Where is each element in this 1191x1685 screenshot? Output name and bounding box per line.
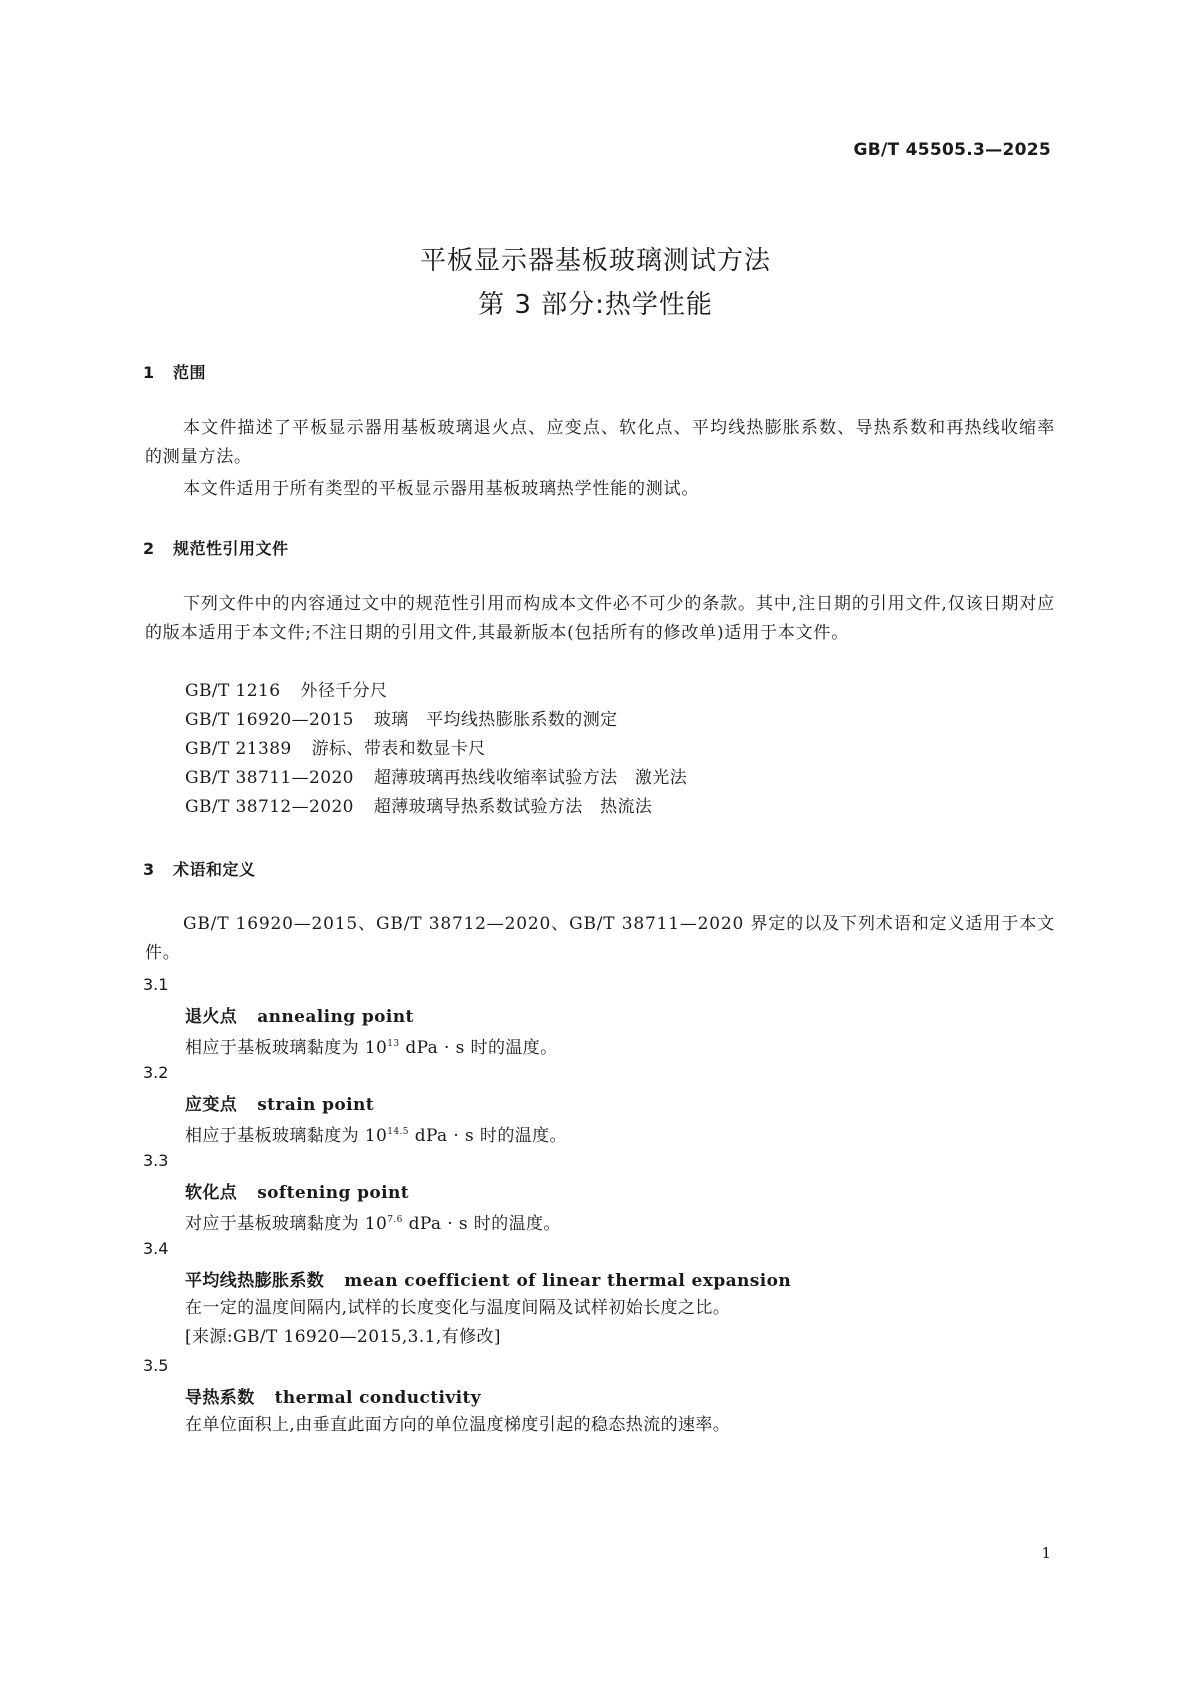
term-number: 3.3 — [143, 1151, 169, 1170]
reference-id: GB/T 16920—2015 — [185, 710, 354, 730]
section-title: 术语和定义 — [173, 860, 256, 879]
reference-item — [185, 677, 387, 706]
exponent: 7.6 — [387, 1215, 403, 1225]
references-intro-paragraph: 下列文件中的内容通过文中的规范性引用而构成本文件必不可少的条款。其中,注日期的引用文件,仅该日期对应的版本适用于本文件;不注日期的引用文件,其最新版本(包括所有的修改单)适用于本文件。 — [145, 594, 1055, 643]
exponent: 13 — [387, 1039, 400, 1049]
term-title — [185, 1178, 409, 1203]
definition-text: 相应于基板玻璃黏度为 10 — [185, 1126, 388, 1146]
term-en: annealing point — [257, 1007, 414, 1027]
reference-title: 游标、带表和数显卡尺 — [311, 739, 486, 759]
term-definition — [185, 1206, 561, 1239]
reference-item — [185, 793, 652, 822]
term-en: strain point — [257, 1095, 375, 1115]
standard-number: GB/T 45505.3—2025 — [853, 140, 1051, 160]
reference-id: GB/T 1216 — [185, 681, 281, 701]
definition-text: 对应于基板玻璃黏度为 10 — [185, 1214, 388, 1234]
term-title — [185, 1383, 481, 1408]
terms-intro-paragraph: GB/T 16920—2015、GB/T 38712—2020、GB/T 38711—2020 界定的以及下列术语和定义适用于本文件。 — [145, 914, 1055, 963]
section-number: 3 — [143, 860, 155, 879]
term-source-note: [来源:GB/T 16920—2015,3.1,有修改] — [185, 1327, 501, 1347]
section-title: 范围 — [173, 363, 207, 382]
term-number: 3.5 — [143, 1356, 169, 1375]
definition-text: dPa · s 时的温度。 — [399, 1038, 558, 1058]
section-heading-scope — [143, 360, 206, 383]
document-subtitle: 第 3 部分:热学性能 — [478, 290, 713, 320]
term-title — [185, 1090, 374, 1115]
term-number: 3.2 — [143, 1063, 169, 1082]
term-en: softening point — [257, 1183, 409, 1203]
reference-title: 玻璃 平均线热膨胀系数的测定 — [373, 710, 618, 730]
scope-paragraph-2: 本文件适用于所有类型的平板显示器用基板玻璃热学性能的测试。 — [183, 479, 700, 499]
reference-item — [185, 764, 687, 793]
reference-item — [185, 735, 486, 764]
reference-title: 超薄玻璃再热线收缩率试验方法 激光法 — [373, 768, 688, 788]
section-number: 2 — [143, 539, 155, 558]
term-zh: 导热系数 — [185, 1388, 255, 1408]
section-title: 规范性引用文件 — [173, 539, 289, 558]
term-definition: 在单位面积上,由垂直此面方向的单位温度梯度引起的稳态热流的速率。 — [185, 1415, 731, 1435]
document-title: 平板显示器基板玻璃测试方法 — [419, 246, 771, 276]
page-number: 1 — [1041, 1544, 1051, 1562]
reference-title: 外径千分尺 — [300, 681, 388, 701]
term-zh: 退火点 — [185, 1007, 238, 1027]
term-title — [185, 1266, 791, 1291]
section-heading-terms-definitions — [143, 857, 256, 880]
term-number: 3.1 — [143, 975, 169, 994]
term-zh: 应变点 — [185, 1095, 238, 1115]
definition-text: 相应于基板玻璃黏度为 10 — [185, 1038, 388, 1058]
term-title — [185, 1002, 414, 1027]
term-zh: 软化点 — [185, 1183, 238, 1203]
term-definition — [185, 1118, 567, 1151]
term-en: thermal conductivity — [274, 1388, 481, 1408]
term-number: 3.4 — [143, 1239, 169, 1258]
exponent: 14.5 — [387, 1127, 409, 1137]
section-number: 1 — [143, 363, 155, 382]
reference-title: 超薄玻璃导热系数试验方法 热流法 — [373, 797, 653, 817]
term-zh: 平均线热膨胀系数 — [185, 1271, 325, 1291]
reference-id: GB/T 38712—2020 — [185, 797, 354, 817]
reference-id: GB/T 21389 — [185, 739, 292, 759]
definition-text: dPa · s 时的温度。 — [402, 1214, 561, 1234]
term-en: mean coefficient of linear thermal expansion — [344, 1271, 792, 1291]
section-heading-normative-references — [143, 536, 289, 559]
term-definition: 在一定的温度间隔内,试样的长度变化与温度间隔及试样初始长度之比。 — [185, 1298, 731, 1318]
term-definition — [185, 1030, 558, 1063]
scope-paragraph-1: 本文件描述了平板显示器用基板玻璃退火点、应变点、软化点、平均线热膨胀系数、导热系数和再热线收缩率的测量方法。 — [145, 418, 1055, 467]
reference-id: GB/T 38711—2020 — [185, 768, 354, 788]
definition-text: dPa · s 时的温度。 — [408, 1126, 567, 1146]
reference-item — [185, 706, 618, 735]
